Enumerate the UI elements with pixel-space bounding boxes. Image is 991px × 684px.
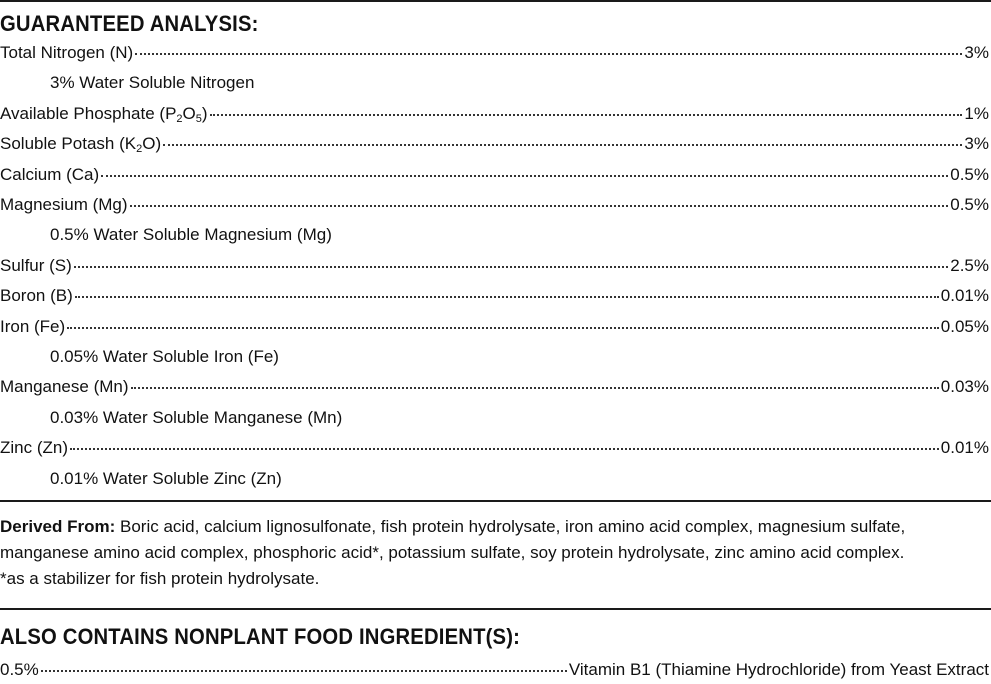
nutrient-name: Total Nitrogen (N): [0, 43, 134, 62]
nutrient-row: [0, 193, 991, 217]
top-rule: [0, 0, 991, 2]
nutrient-row: [0, 41, 991, 65]
nutrient-row: [0, 102, 991, 126]
nutrient-row: [0, 132, 991, 156]
nutrient-value: 0.05%: [940, 317, 989, 336]
nutrient-name-part: Soluble Potash (K: [0, 134, 137, 153]
nutrient-name: Iron (Fe): [0, 317, 66, 336]
nutrient-row: [0, 163, 991, 187]
nutrient-name-part: ): [201, 104, 208, 123]
nutrient-row: [0, 436, 991, 460]
derived-from-line-2: manganese amino acid complex, phosphoric acid*, potassium sulfate, soy protein hydrolysate, zinc amino acid complex.: [0, 543, 905, 562]
nutrient-row: [0, 315, 991, 339]
nutrient-name: Boron (B): [0, 286, 73, 305]
nutrient-name: Zinc (Zn): [0, 438, 68, 457]
nutrient-row: [0, 254, 991, 278]
dot-leader: [75, 295, 939, 298]
nutrient-sub-note: 0.05% Water Soluble Iron (Fe): [50, 347, 279, 366]
derived-from-text: Boric acid, calcium lignosulfonate, fish protein hydrolysate, iron amino acid complex, magnesium sulfate,: [119, 517, 906, 536]
derived-from-block: [0, 514, 991, 592]
nonplant-heading: ALSO CONTAINS NONPLANT FOOD INGREDIENT(S):: [0, 624, 521, 649]
nutrient-row: [0, 375, 991, 399]
nutrient-value: 3%: [964, 134, 989, 153]
nutrient-sub-note: 0.5% Water Soluble Magnesium (Mg): [50, 225, 332, 244]
dot-leader: [41, 669, 567, 672]
dot-leader: [101, 174, 948, 177]
nutrient-value: 0.01%: [940, 438, 989, 457]
nutrient-name: Magnesium (Mg): [0, 195, 128, 214]
nutrient-sub-note: 0.03% Water Soluble Manganese (Mn): [50, 408, 343, 427]
nonplant-amount: 0.5%: [0, 660, 39, 679]
nutrient-name: Calcium (Ca): [0, 165, 100, 184]
nonplant-ingredient: Vitamin B1 (Thiamine Hydrochloride) from Yeast Extract: [568, 660, 989, 679]
nutrient-value: 0.5%: [950, 165, 989, 184]
nutrient-sub-note: 3% Water Soluble Nitrogen: [50, 73, 255, 92]
nutrient-value: 2.5%: [950, 256, 989, 275]
nutrient-sub-note: 0.01% Water Soluble Zinc (Zn): [50, 469, 282, 488]
dot-leader: [74, 265, 948, 268]
nutrient-name: Sulfur (S): [0, 256, 72, 275]
nutrient-row: [0, 284, 991, 308]
dot-leader: [163, 143, 962, 146]
subscript: 5: [195, 113, 202, 125]
nutrient-name-part: Available Phosphate (P: [0, 104, 177, 123]
nutrient-value: 0.03%: [940, 377, 989, 396]
dot-leader: [210, 113, 963, 116]
nutrient-value: 3%: [964, 43, 989, 62]
nutrient-value: 1%: [964, 104, 989, 123]
nutrient-name-part: O): [142, 134, 162, 153]
nutrient-name: [0, 102, 208, 126]
nonplant-row: [0, 658, 991, 682]
subscript: 2: [136, 143, 143, 155]
dot-leader: [70, 447, 939, 450]
derived-from-line-1: [0, 514, 991, 540]
section-divider: [0, 500, 991, 502]
dot-leader: [130, 204, 949, 207]
nutrient-name-part: O: [182, 104, 196, 123]
dot-leader: [67, 326, 939, 329]
guaranteed-analysis-heading: GUARANTEED ANALYSIS:: [0, 11, 259, 36]
derived-from-footnote: *as a stabilizer for fish protein hydrolysate.: [0, 569, 320, 588]
derived-from-label: Derived From:: [0, 517, 116, 536]
section-divider-2: [0, 608, 991, 610]
nutrient-value: 0.01%: [940, 286, 989, 305]
subscript: 2: [176, 113, 183, 125]
nutrient-name: [0, 132, 161, 156]
dot-leader: [131, 386, 939, 389]
nutrient-name: Manganese (Mn): [0, 377, 129, 396]
dot-leader: [135, 52, 962, 55]
nutrient-value: 0.5%: [950, 195, 989, 214]
